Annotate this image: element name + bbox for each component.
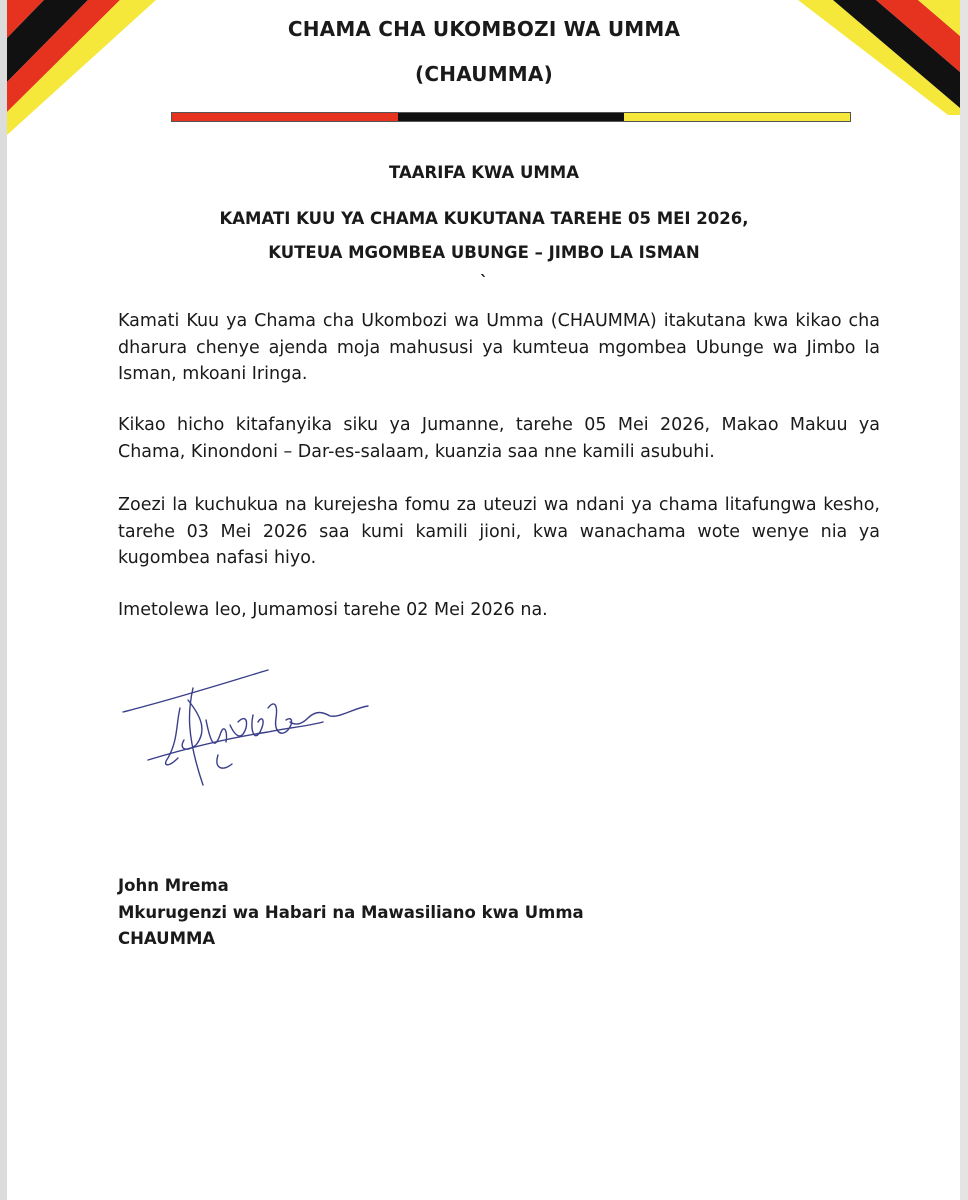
divider-red-segment xyxy=(172,113,398,121)
org-name: CHAMA CHA UKOMBOZI WA UMMA xyxy=(287,17,681,41)
signatory-organization: CHAUMMA xyxy=(118,929,216,948)
signatory-name: John Mrema xyxy=(118,876,229,895)
notice-type-heading: TAARIFA KWA UMMA xyxy=(388,163,580,182)
body-paragraph: Kikao hicho kitafanyika siku ya Jumanne, tarehe 05 Mei 2026, Makao Makuu ya Chama, Kinondoni – Dar-es-salaam, kuanzia saa nne kamili asubuhi. xyxy=(118,415,880,462)
signatory-title: Mkurugenzi wa Habari na Mawasiliano kwa Umma xyxy=(118,902,584,922)
divider-black-segment xyxy=(398,113,624,121)
org-abbreviation: (CHAUMMA) xyxy=(415,62,553,86)
notice-title-line-1: KAMATI KUU YA CHAMA KUKUTANA TAREHE 05 MEI 2026, xyxy=(219,209,749,228)
handwritten-signature xyxy=(118,660,388,795)
issued-date-line: Imetolewa leo, Jumamosi tarehe 02 Mei 2026 na. xyxy=(118,600,548,620)
body-paragraph: Kamati Kuu ya Chama cha Ukombozi wa Umma (CHAUMMA) itakutana kwa kikao cha dharura chenye ajenda moja mahususi ya kumteua mgombea Ubunge wa Jimbo la Isman, mkoani Iringa. xyxy=(118,311,880,384)
notice-title-line-2: KUTEUA MGOMBEA UBUNGE – JIMBO LA ISMAN xyxy=(268,243,700,262)
body-paragraph: Zoezi la kuchukua na kurejesha fomu za uteuzi wa ndani ya chama litafungwa kesho, tarehe 03 Mei 2026 saa kumi kamili jioni, kwa wanachama wote wenye nia ya kugombea nafasi hiyo. xyxy=(118,495,880,568)
signature-block xyxy=(118,873,584,953)
tricolor-divider xyxy=(171,112,851,122)
stray-mark: ` xyxy=(480,272,488,291)
divider-yellow-segment xyxy=(624,113,850,121)
